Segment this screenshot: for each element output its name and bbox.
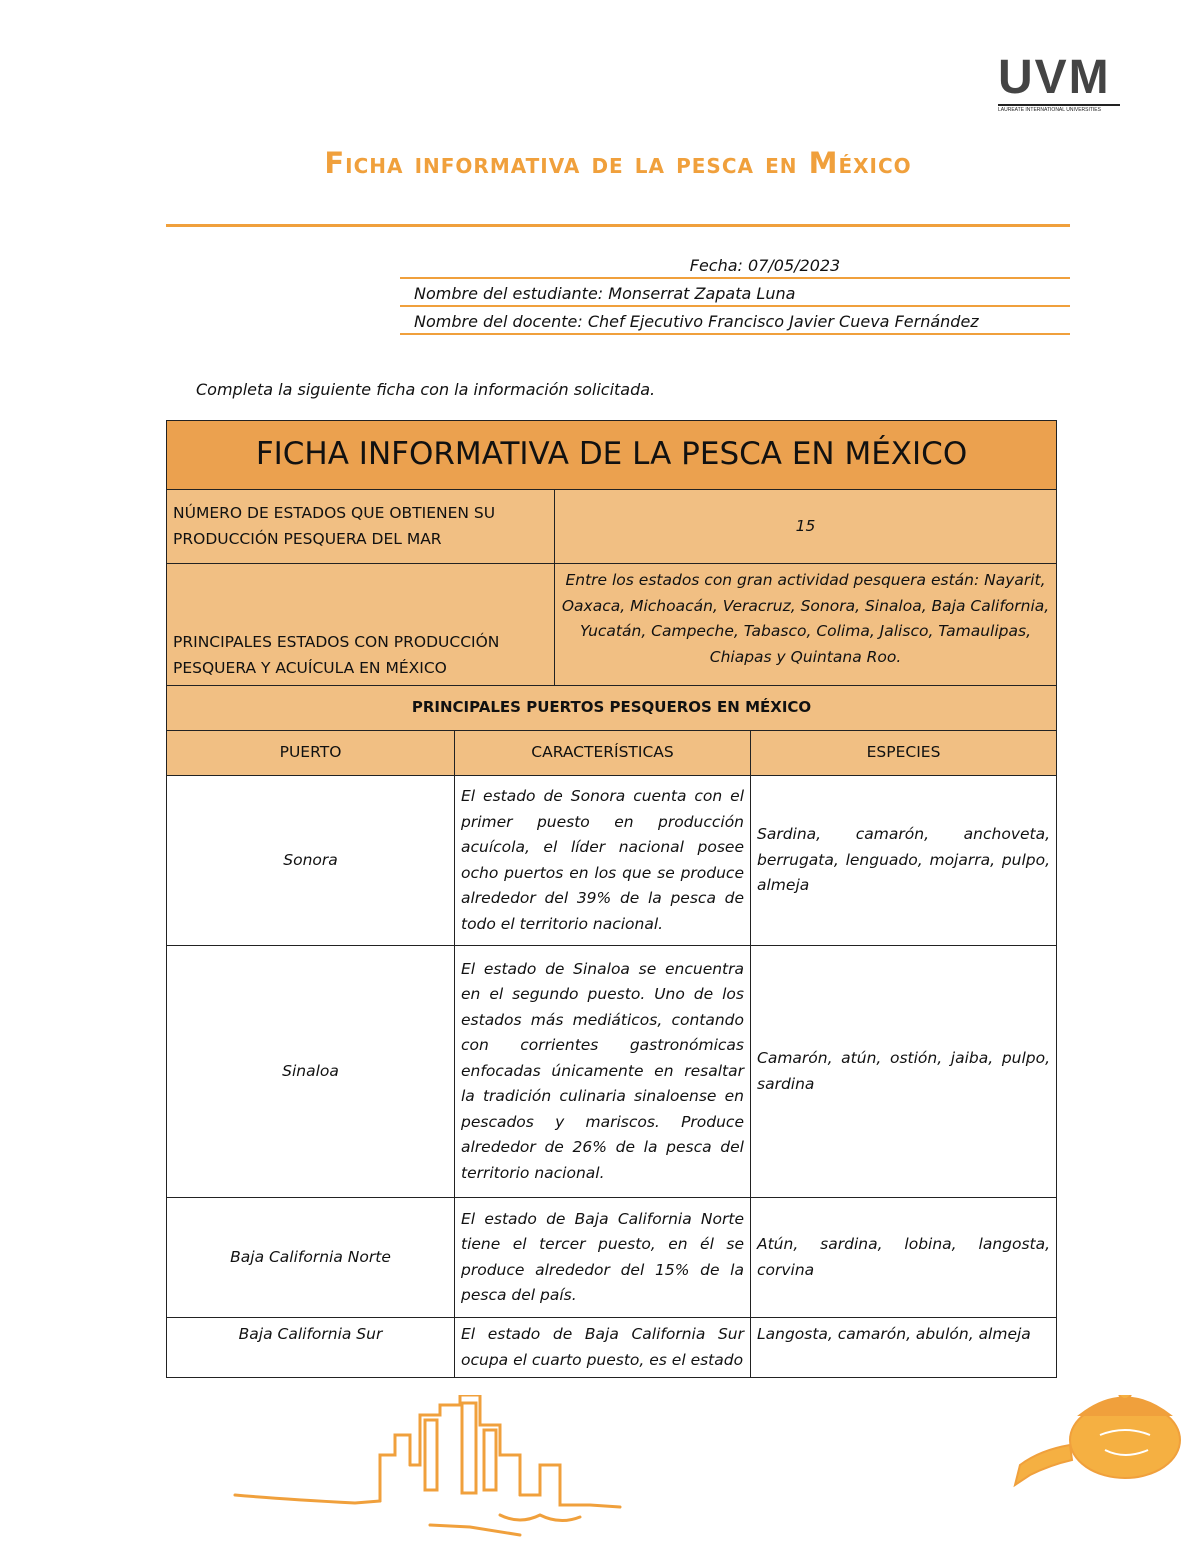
date-field: Fecha: 07/05/2023 — [400, 253, 1070, 279]
table-row — [167, 946, 1057, 1198]
states-count-value: 15 — [555, 490, 1057, 564]
instructions-text: Completa la siguiente ficha con la información solicitada. — [196, 380, 656, 399]
column-header-caracteristicas: CARACTERÍSTICAS — [455, 731, 751, 776]
caracteristicas-cell: El estado de Sonora cuenta con el primer puesto en producción acuícola, el líder nacional posee ocho puertos en los que se produce alrededor del 39% de la pesca de todo el territorio nacional. — [455, 776, 751, 946]
especies-cell: Camarón, atún, ostión, jaiba, pulpo, sardina — [751, 946, 1057, 1198]
uvm-logo — [998, 51, 1120, 113]
ports-section-title: PRINCIPALES PUERTOS PESQUEROS EN MÉXICO — [167, 686, 1057, 731]
title-divider — [166, 224, 1070, 227]
caracteristicas-cell: El estado de Sinaloa se encuentra en el segundo puesto. Uno de los estados más mediáticos, contando con corrientes gastronómicas enfocadas únicamente en resaltar la tradición culinaria sinaloense en pescados y mariscos. Produce alrededor de 26% de la pesca del territorio nacional. — [455, 946, 751, 1198]
decorative-footer-illustration — [0, 1395, 1200, 1553]
puerto-cell: Sonora — [167, 776, 455, 946]
table-title: FICHA INFORMATIVA DE LA PESCA EN MÉXICO — [167, 421, 1057, 490]
student-name-field: Nombre del estudiante: Monserrat Zapata Luna — [400, 281, 1070, 307]
column-header-especies: ESPECIES — [751, 731, 1057, 776]
logo-tagline: LAUREATE INTERNATIONAL UNIVERSITIES — [998, 104, 1120, 113]
table-row — [167, 1198, 1057, 1318]
especies-cell: Langosta, camarón, abulón, almeja — [751, 1318, 1057, 1378]
puerto-cell: Baja California Sur — [167, 1318, 455, 1378]
main-states-label: PRINCIPALES ESTADOS CON PRODUCCIÓN PESQUERA Y ACUÍCULA EN MÉXICO — [167, 564, 555, 686]
table-row — [167, 1318, 1057, 1378]
especies-cell: Atún, sardina, lobina, langosta, corvina — [751, 1198, 1057, 1318]
puerto-cell: Sinaloa — [167, 946, 455, 1198]
caracteristicas-cell: El estado de Baja California Sur ocupa el cuarto puesto, es el estado — [455, 1318, 751, 1378]
column-header-puerto: PUERTO — [167, 731, 455, 776]
states-count-label: NÚMERO DE ESTADOS QUE OBTIENEN SU PRODUCCIÓN PESQUERA DEL MAR — [167, 490, 555, 564]
main-states-value: Entre los estados con gran actividad pesquera están: Nayarit, Oaxaca, Michoacán, Veracruz, Sonora, Sinaloa, Baja California, Yucatán, Campeche, Tabasco, Colima, Jalisco, Tamaulipas, Chiapas y Quintana Roo. — [555, 564, 1057, 686]
caracteristicas-cell: El estado de Baja California Norte tiene el tercer puesto, en él se produce alrededor del 15% de la pesca del país. — [455, 1198, 751, 1318]
page-title: Ficha informativa de la pesca en México — [324, 146, 912, 180]
puerto-cell: Baja California Norte — [167, 1198, 455, 1318]
especies-cell: Sardina, camarón, anchoveta, berrugata, lenguado, mojarra, pulpo, almeja — [751, 776, 1057, 946]
table-row — [167, 776, 1057, 946]
logo-text: UVM — [998, 51, 1111, 104]
teacher-name-field: Nombre del docente: Chef Ejecutivo Francisco Javier Cueva Fernández — [400, 309, 1070, 335]
ficha-table — [166, 420, 1057, 1378]
